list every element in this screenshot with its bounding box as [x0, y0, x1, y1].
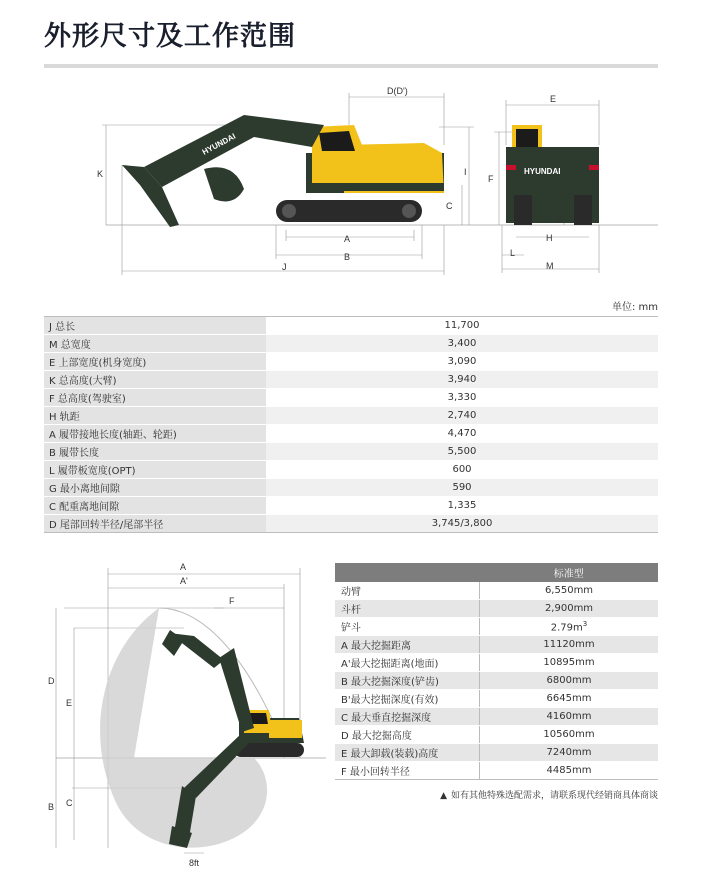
dimension-row	[44, 443, 658, 461]
dimension-value: 3,745/3,800	[266, 515, 658, 533]
working-range-value-text: 11120mm	[543, 639, 595, 650]
label-F: F	[488, 174, 494, 184]
dimension-row	[44, 461, 658, 479]
dimension-label: C 配重离地间隙	[44, 497, 266, 515]
label-I: I	[464, 167, 467, 177]
footnote-text: 如有其他特殊选配需求，请联系现代经销商具体商谈	[450, 791, 658, 801]
working-range-value-text: 7240mm	[546, 747, 592, 758]
label-A: A	[344, 234, 351, 244]
rear-brand-text: HYUNDAI	[524, 167, 561, 176]
working-range-row	[335, 744, 658, 762]
working-range-label: E 最大卸载(装载)高度	[335, 744, 480, 762]
wr-label-E: E	[66, 698, 73, 708]
working-range-value	[480, 654, 659, 672]
label-J: J	[282, 262, 287, 272]
working-range-value-text: 2.79m	[550, 622, 583, 634]
working-range-label: B 最大挖掘深度(铲齿)	[335, 672, 480, 690]
working-range-label: B'最大挖掘深度(有效)	[335, 690, 480, 708]
dimension-value: 2,740	[266, 407, 658, 425]
dimension-value: 3,330	[266, 389, 658, 407]
label-H: H	[546, 233, 553, 243]
wr-label-F: F	[229, 596, 235, 606]
working-range-value	[480, 600, 659, 618]
working-range-label: F 最小回转半径	[335, 762, 480, 780]
dimension-value: 1,335	[266, 497, 658, 515]
label-B: B	[344, 252, 351, 262]
dimension-value: 5,500	[266, 443, 658, 461]
dimension-label: A 履带接地长度(轴距、轮距)	[44, 425, 266, 443]
wr-label-8ft: 8ft	[189, 858, 200, 868]
working-range-label: A'最大挖掘距离(地面)	[335, 654, 480, 672]
dimension-row	[44, 497, 658, 515]
working-range-value-text: 6,550mm	[544, 585, 594, 596]
working-range-value	[480, 582, 659, 600]
working-range-label: 斗杆	[335, 600, 480, 618]
working-range-label: C 最大垂直挖掘深度	[335, 708, 480, 726]
working-range-label: A 最大挖掘距离	[335, 636, 480, 654]
wr-label-A-prime: A'	[180, 576, 188, 586]
working-range-row	[335, 582, 658, 600]
dimension-label: D 尾部回转半径/尾部半径	[44, 515, 266, 533]
working-range-value	[480, 708, 659, 726]
working-range-label: 铲斗	[335, 618, 480, 636]
dimension-row	[44, 317, 658, 335]
working-range-value-text: 10895mm	[543, 657, 595, 668]
dimension-label: K 总高度(大臂)	[44, 371, 266, 389]
dimension-label: M 总宽度	[44, 335, 266, 353]
working-range-value	[480, 690, 659, 708]
dimension-value: 3,400	[266, 335, 658, 353]
dimension-label: J 总长	[44, 317, 266, 335]
dimension-label: H 轨距	[44, 407, 266, 425]
working-range-value-text: 6800mm	[546, 675, 592, 686]
working-range-diagram	[44, 548, 326, 873]
label-D: D(D')	[387, 86, 408, 96]
wr-label-C: C	[66, 798, 73, 808]
dimension-value: 11,700	[266, 317, 658, 335]
dimension-label: F 总高度(驾驶室)	[44, 389, 266, 407]
working-range-label: D 最大挖掘高度	[335, 726, 480, 744]
excavator-side-view	[122, 115, 444, 227]
dimension-row	[44, 371, 658, 389]
working-range-label: 动臂	[335, 582, 480, 600]
working-range-value	[480, 726, 659, 744]
working-range-row	[335, 726, 658, 744]
working-range-row	[335, 708, 658, 726]
working-range-row	[335, 762, 658, 780]
label-K: K	[97, 169, 104, 179]
dimension-value: 3,940	[266, 371, 658, 389]
working-range-value-text: 2,900mm	[544, 603, 594, 614]
boom-brand-text: HYUNDAI	[200, 131, 238, 157]
excavator-rear-view	[506, 125, 599, 225]
unit-label: 单位: mm	[611, 302, 658, 313]
dimension-label: G 最小离地间隙	[44, 479, 266, 497]
dimension-value: 3,090	[266, 353, 658, 371]
dimension-value: 4,470	[266, 425, 658, 443]
dimensions-diagram	[44, 85, 658, 285]
wr-label-A: A	[180, 562, 187, 572]
label-L: L	[510, 248, 516, 258]
working-range-row	[335, 618, 658, 636]
working-range-row	[335, 654, 658, 672]
dimension-label: B 履带长度	[44, 443, 266, 461]
footnote	[440, 788, 658, 801]
working-range-value-text: 4160mm	[546, 711, 592, 722]
dimensions-table	[44, 316, 658, 533]
working-range-value-text: 10560mm	[543, 729, 595, 740]
working-range-row	[335, 600, 658, 618]
working-range-value-text: 4485mm	[546, 765, 592, 776]
dimension-row	[44, 407, 658, 425]
dimension-row	[44, 335, 658, 353]
triangle-icon: ▲	[440, 791, 447, 801]
label-C: C	[446, 201, 453, 211]
dimension-row	[44, 479, 658, 497]
working-range-value	[480, 744, 659, 762]
dimension-row	[44, 515, 658, 533]
wr-label-D: D	[48, 676, 55, 686]
label-M: M	[546, 261, 554, 271]
page-title: 外形尺寸及工作范围	[44, 21, 296, 52]
working-range-table	[335, 563, 658, 780]
dimension-row	[44, 353, 658, 371]
wr-label-B: B	[48, 802, 55, 812]
working-range-header: 标准型	[480, 563, 659, 582]
working-range-row	[335, 690, 658, 708]
dimension-label: L 履带板宽度(OPT)	[44, 461, 266, 479]
unit-superscript: 3	[582, 619, 588, 628]
working-range-row	[335, 636, 658, 654]
dimension-row	[44, 425, 658, 443]
working-range-value-text: 6645mm	[546, 693, 592, 704]
dimension-label: E 上部宽度(机身宽度)	[44, 353, 266, 371]
label-E: E	[550, 94, 557, 104]
dimension-row	[44, 389, 658, 407]
dimension-value: 590	[266, 479, 658, 497]
label-G: G	[556, 214, 564, 224]
working-range-value	[480, 762, 659, 780]
working-range-value	[480, 618, 659, 636]
working-range-value	[480, 672, 659, 690]
dimension-value: 600	[266, 461, 658, 479]
working-range-value	[480, 636, 659, 654]
title-divider	[44, 64, 658, 68]
working-range-row	[335, 672, 658, 690]
